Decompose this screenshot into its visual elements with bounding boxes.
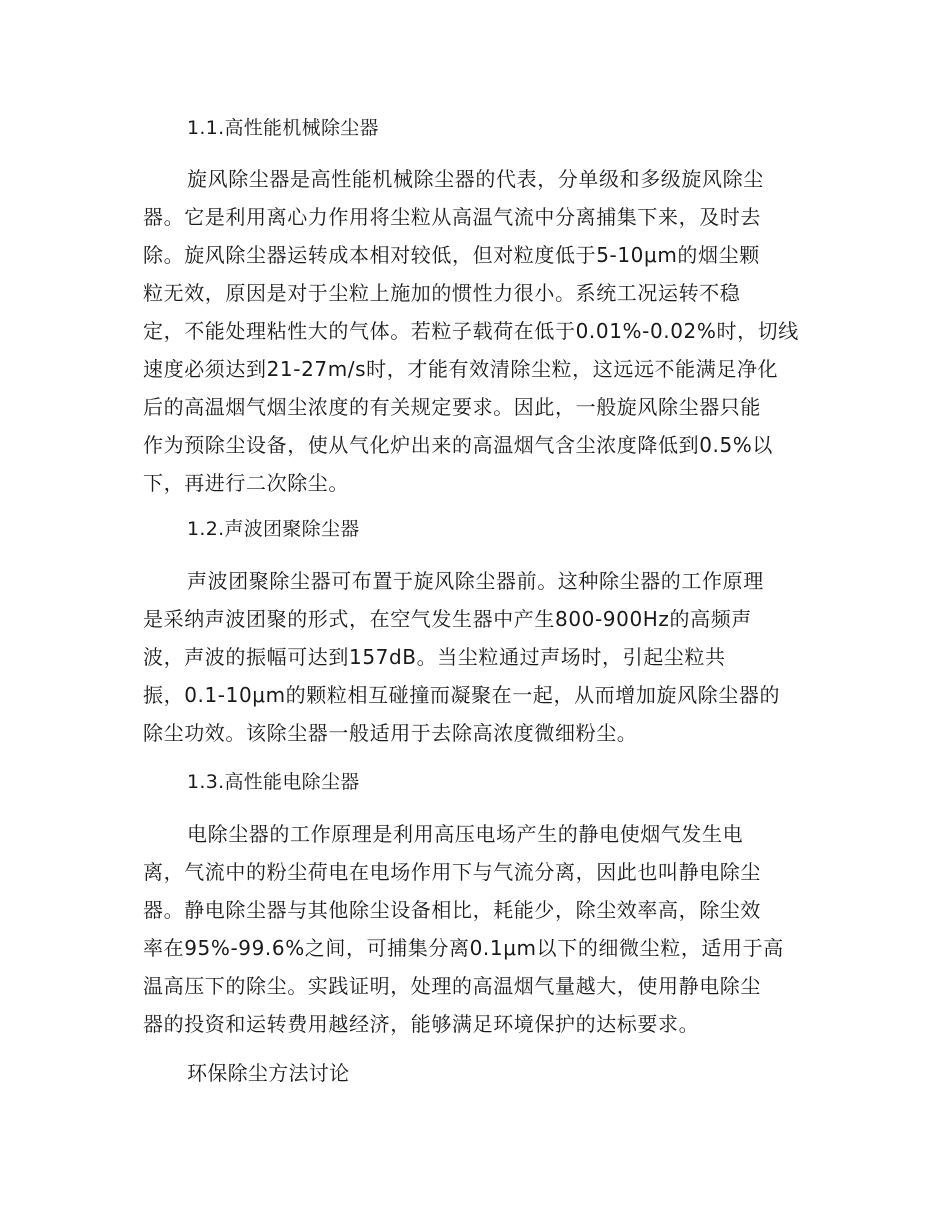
paragraph-line: 后的高温烟气烟尘浓度的有关规定要求。因此，一般旋风除尘器只能 <box>143 395 761 419</box>
section-heading-discussion: 环保除尘方法讨论 <box>187 1061 350 1085</box>
paragraph-line: 下，再进行二次除尘。 <box>143 471 349 495</box>
paragraph-line: 率在95%-99.6%之间，可捕集分离0.1μm以下的细微尘粒，适用于高 <box>143 936 784 960</box>
paragraph-line: 波，声波的振幅可达到157dB。当尘粒通过声场时，引起尘粒共 <box>143 645 726 669</box>
section-heading-1-2: 1.2.声波团聚除尘器 <box>187 518 360 540</box>
paragraph-acoustic-agglomeration <box>143 562 808 752</box>
paragraph-line: 作为预除尘设备，使从气化炉出来的高温烟气含尘浓度降低到0.5%以 <box>143 433 774 457</box>
paragraph-line: 声波团聚除尘器可布置于旋风除尘器前。这种除尘器的工作原理 <box>187 569 764 593</box>
paragraph-line: 离，气流中的粉尘荷电在电场作用下与气流分离，因此也叫静电除尘 <box>143 860 761 884</box>
paragraph-line: 振，0.1-10μm的颗粒相互碰撞而凝聚在一起，从而增加旋风除尘器的 <box>143 683 781 707</box>
paragraph-line: 除尘功效。该除尘器一般适用于去除高浓度微细粉尘。 <box>143 721 638 745</box>
paragraph-line: 温高压下的除尘。实践证明，处理的高温烟气量越大，使用静电除尘 <box>143 974 761 998</box>
paragraph-line: 除。旋风除尘器运转成本相对较低，但对粒度低于5-10μm的烟尘颗 <box>143 243 760 267</box>
paragraph-cyclone-dust-collector <box>143 160 808 502</box>
paragraph-line: 是采纳声波团聚的形式，在空气发生器中产生800-900Hz的高频声 <box>143 607 752 631</box>
paragraph-line: 定，不能处理粘性大的气体。若粒子载荷在低于0.01%-0.02%时，切线 <box>143 319 799 343</box>
paragraph-electrostatic-precipitator <box>143 815 808 1043</box>
paragraph-line: 电除尘器的工作原理是利用高压电场产生的静电使烟气发生电 <box>187 822 744 846</box>
paragraph-line: 器的投资和运转费用越经济，能够满足环境保护的达标要求。 <box>143 1012 700 1036</box>
paragraph-line: 速度必须达到21-27m/s时，才能有效清除尘粒，这远远不能满足净化 <box>143 357 779 381</box>
section-heading-1-1: 1.1.高性能机械除尘器 <box>187 117 379 139</box>
paragraph-line: 粒无效，原因是对于尘粒上施加的惯性力很小。系统工况运转不稳 <box>143 281 741 305</box>
paragraph-line: 器。静电除尘器与其他除尘设备相比，耗能少，除尘效率高，除尘效 <box>143 898 761 922</box>
paragraph-line: 器。它是利用离心力作用将尘粒从高温气流中分离捕集下来，及时去 <box>143 205 761 229</box>
section-heading-1-3: 1.3.高性能电除尘器 <box>187 771 360 793</box>
paragraph-line: 旋风除尘器是高性能机械除尘器的代表，分单级和多级旋风除尘 <box>187 167 764 191</box>
